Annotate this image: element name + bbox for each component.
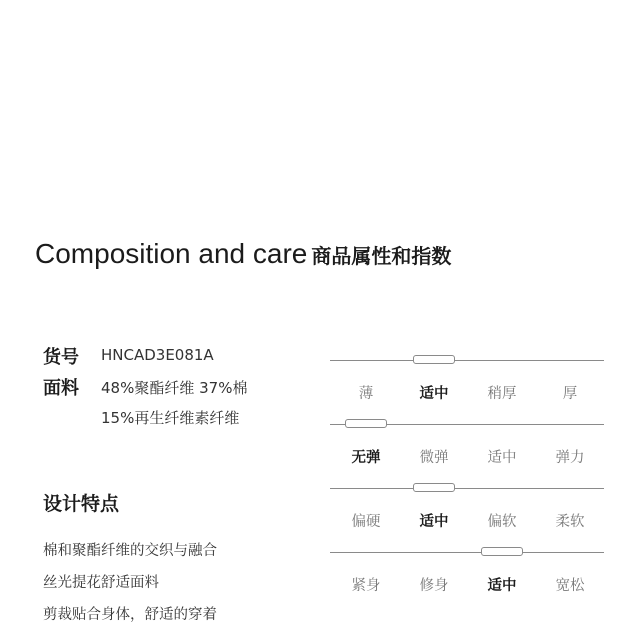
scale-indicator (345, 419, 387, 428)
heading-english: Composition and care (35, 238, 308, 269)
scale-option: 适中 (419, 386, 449, 402)
scale-option: 薄 (358, 386, 374, 402)
scale-option: 无弹 (351, 450, 381, 466)
scale-indicator (413, 355, 455, 364)
sku-value: HNCAD3E081A (101, 346, 214, 364)
scale-option: 适中 (419, 514, 449, 530)
scale-track (330, 552, 604, 553)
fabric-label: 面料 (43, 378, 79, 399)
section-heading (35, 238, 451, 270)
feature-item: 丝光提花舒适面料 (43, 575, 159, 591)
feature-item: 棉和聚酯纤维的交织与融合 (43, 543, 217, 559)
scale-option: 柔软 (555, 514, 585, 530)
scale-indicator (413, 483, 455, 492)
scale-track (330, 488, 604, 489)
fabric-composition-line2: 15%再生纤维素纤维 (101, 409, 240, 427)
scale-indicator (481, 547, 523, 556)
scale-option: 宽松 (555, 578, 585, 594)
sku-label: 货号 (43, 347, 79, 368)
scale-option: 适中 (487, 450, 517, 466)
scale-track (330, 360, 604, 361)
scale-option: 修身 (419, 578, 449, 594)
scale-option: 微弹 (419, 450, 449, 466)
design-features-title: 设计特点 (43, 493, 120, 515)
feature-item: 剪裁贴合身体，舒适的穿着 (43, 607, 217, 623)
fabric-composition-line1: 48%聚酯纤维 37%棉 (101, 379, 248, 397)
scale-option: 稍厚 (487, 386, 517, 402)
scale-option: 偏软 (487, 514, 517, 530)
scale-option: 紧身 (351, 578, 381, 594)
scale-option: 偏硬 (351, 514, 381, 530)
scale-option: 厚 (562, 386, 578, 402)
scale-option: 弹力 (555, 450, 585, 466)
scale-option: 适中 (487, 578, 517, 594)
heading-chinese: 商品属性和指数 (311, 244, 452, 268)
